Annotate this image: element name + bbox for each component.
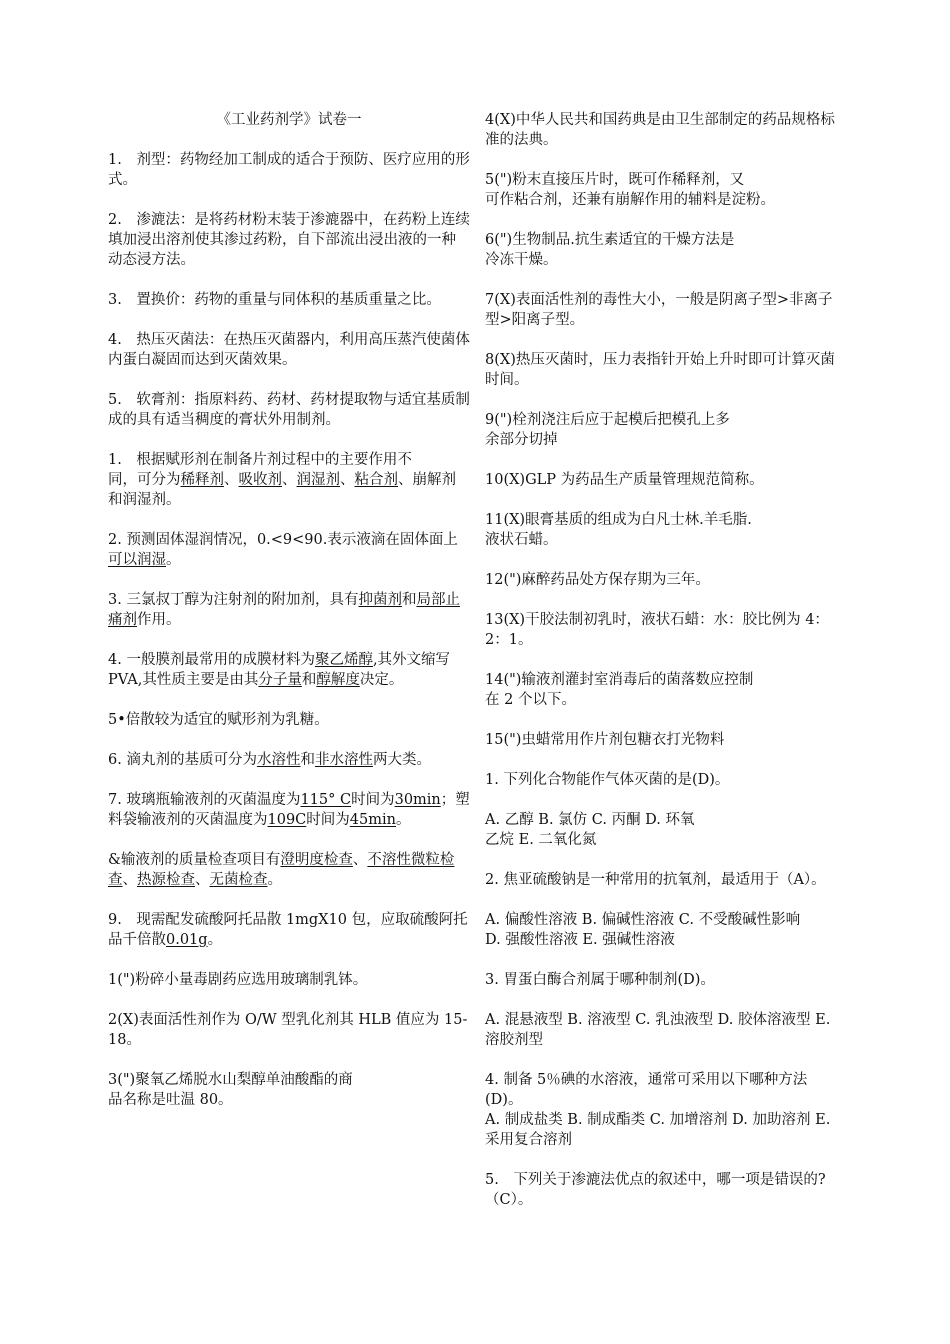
text: 、 <box>340 472 355 488</box>
text: 11(X)眼膏基质的组成为白凡士林.羊毛脂. <box>485 512 752 528</box>
fill-blank-2 <box>108 530 470 570</box>
text: 在 2 个以下。 <box>485 692 576 708</box>
true-false-9 <box>485 410 841 450</box>
answer: 局部止痛剂 <box>108 592 460 628</box>
text: A. 乙醇 B. 氯仿 C. 丙酮 D. 环氧 <box>485 812 695 828</box>
choice-question-2: 2. 焦亚硫酸钠是一种常用的抗氧剂，最适用于（A）。 <box>485 872 826 888</box>
answer: 分子量 <box>258 672 302 688</box>
true-false-13: 13(X)干胶法制初乳时，液状石蜡：水：胶比例为 4：2：1。 <box>485 612 829 648</box>
true-false-6 <box>485 230 841 270</box>
text: 4. 一般膜剂最常用的成膜材料为 <box>108 652 315 668</box>
choice-options-2 <box>485 910 841 950</box>
answer: 醇解度 <box>316 672 360 688</box>
text: 3(")聚氧乙烯脱水山梨醇单油酸酯的商 <box>108 1072 353 1088</box>
text: 7. 玻璃瓶输液剂的灭菌温度为 <box>108 792 301 808</box>
answer: 聚乙烯醇 <box>314 652 373 668</box>
text: 6(")生物制品.抗生素适宜的干燥方法是 <box>485 232 735 248</box>
text: ,其外文缩写 PVA,其性质主要是由其 <box>108 652 451 688</box>
text: 。 <box>267 872 282 888</box>
text: 液状石蜡。 <box>485 532 558 548</box>
text: 时间为 <box>351 792 395 808</box>
fill-blank-8 <box>108 850 470 890</box>
answer: 109C <box>267 812 307 828</box>
answer: 热源检查 <box>137 872 195 888</box>
text: 、 <box>282 472 297 488</box>
true-false-1: 1(")粉碎小量毒剧药应选用玻璃制乳钵。 <box>108 972 368 988</box>
fill-blank-1 <box>108 450 470 510</box>
fill-blank-5: 5•倍散较为适宜的赋形剂为乳糖。 <box>108 712 329 728</box>
text: 同，可分为 <box>108 472 181 488</box>
true-false-14 <box>485 670 841 710</box>
true-false-5 <box>485 170 841 210</box>
text: 冷冻干燥。 <box>485 252 558 268</box>
text: 5(")粉末直接压片时，既可作稀释剂，又 <box>485 172 745 188</box>
definition-1: 1. 剂型：药物经加工制成的适合于预防、医疗应用的形式。 <box>108 152 470 188</box>
choice-options-3: A. 混悬液型 B. 溶液型 C. 乳浊液型 D. 胶体溶液型 E. 溶胶剂型 <box>485 1012 831 1048</box>
choice-question-4: 4. 制备 5％碘的水溶液，通常可采用以下哪种方法(D)。 <box>485 1072 808 1108</box>
text: 、崩解剂和润湿剂。 <box>108 472 456 508</box>
true-false-8: 8(X)热压灭菌时，压力表指针开始上升时即可计算灭菌时间。 <box>485 352 835 388</box>
exam-title: 《工业药剂学》试卷一 <box>216 112 362 128</box>
right-column <box>485 110 841 1230</box>
true-false-3 <box>108 1070 470 1110</box>
text: 和 <box>301 672 317 688</box>
answer: 抑菌剂 <box>358 592 402 608</box>
choice-question-1: 1. 下列化合物能作气体灭菌的是(D)。 <box>485 772 730 788</box>
text: 。 <box>166 552 181 568</box>
text: 。 <box>207 932 223 948</box>
text: 1. 根据赋形剂在制备片剂过程中的主要作用不 <box>108 452 412 468</box>
fill-blank-7 <box>108 790 470 830</box>
answer: 澄明度检查 <box>280 852 353 868</box>
text: 作用。 <box>137 612 181 628</box>
fill-blank-6 <box>108 750 470 770</box>
true-false-10: 10(X)GLP 为药品生产质量管理规范简称。 <box>485 472 764 488</box>
text: 、 <box>224 472 239 488</box>
answer: 稀释剂 <box>180 472 224 488</box>
choice-options-1 <box>485 810 841 850</box>
definition-2: 2. 渗漉法：是将药材粉末装于渗漉器中，在药粉上连续填加浸出溶剂使其渗过药粉，自下部流出浸出液的一种动态浸方法。 <box>108 212 470 268</box>
answer: 无菌检查 <box>209 872 268 888</box>
choice-options-4: A. 制成盐类 B. 制成酯类 C. 加增溶剂 D. 加助溶剂 E. 采用复合溶剂 <box>485 1112 831 1148</box>
text: 、 <box>352 852 368 868</box>
definition-5: 5. 软膏剂：指原料药、药材、药材提取物与适宜基质制成的具有适当稠度的膏状外用制剂。 <box>108 392 470 428</box>
true-false-4: 4(X)中华人民共和国药典是由卫生部制定的药品规格标准的法典。 <box>485 112 835 148</box>
text: 决定。 <box>359 672 404 688</box>
answer: 不溶性微粒检查 <box>108 852 455 888</box>
answer: 115° C <box>300 792 352 808</box>
text: 。 <box>395 812 411 828</box>
text: D. 强酸性溶液 E. 强碱性溶液 <box>485 932 675 948</box>
answer: 水溶性 <box>256 752 301 768</box>
choice-question-3: 3. 胃蛋白酶合剂属于哪种制剂(D)。 <box>485 972 715 988</box>
answer: 吸收剂 <box>238 472 282 488</box>
true-false-7: 7(X)表面活性剂的毒性大小，一般是阴离子型>非离子型>阳离子型。 <box>485 292 833 328</box>
answer: 粘合剂 <box>354 472 398 488</box>
choice-question-5: 5. 下列关于渗漉法优点的叙述中，哪一项是错误的?（C）。 <box>485 1172 826 1208</box>
answer: 可以润湿 <box>108 552 166 568</box>
definition-4: 4. 热压灭菌法：在热压灭菌器内，利用高压蒸汽使菌体内蛋白凝固而达到灭菌效果。 <box>108 332 470 368</box>
left-column <box>108 110 470 1130</box>
text: 和 <box>300 752 315 768</box>
text: 两大类。 <box>372 752 431 768</box>
text: &输液剂的质量检查项目有 <box>108 852 281 868</box>
text: 2. 预测固体湿润情况，0.<9<90.表示液滴在固体面上 <box>108 532 458 548</box>
text: 余部分切掉 <box>485 432 558 448</box>
fill-blank-3 <box>108 590 470 630</box>
text: 9(")栓剂浇注后应于起模后把模孔上多 <box>485 412 730 428</box>
text: A. 偏酸性溶液 B. 偏碱性溶液 C. 不受酸碱性影响 <box>485 912 801 928</box>
text: 、 <box>195 872 210 888</box>
text: 可作粘合剂，还兼有崩解作用的辅料是淀粉。 <box>485 192 775 208</box>
fill-blank-4 <box>108 650 470 690</box>
text: 6. 滴丸剂的基质可分为 <box>108 752 257 768</box>
text: 乙烷 E. 二氧化氮 <box>485 832 597 848</box>
true-false-12: 12(")麻醉药品处方保存期为三年。 <box>485 572 710 588</box>
true-false-11 <box>485 510 841 550</box>
text: 品名称是吐温 80。 <box>108 1092 233 1108</box>
true-false-2: 2(X)表面活性剂作为 O/W 型乳化剂其 HLB 值应为 15-18。 <box>108 1012 468 1048</box>
answer: 润湿剂 <box>296 472 340 488</box>
text: 9. 现需配发硫酸阿托品散 1mgX10 包，应取硫酸阿托品千倍散 <box>108 912 468 948</box>
text: 和 <box>401 592 417 608</box>
fill-blank-9 <box>108 910 470 950</box>
text: 时间为 <box>306 812 350 828</box>
text: 、 <box>122 872 137 888</box>
answer: 30min <box>394 792 441 808</box>
text: 14(")输液剂灌封室消毒后的菌落数应控制 <box>485 672 754 688</box>
text: ；塑料袋输液剂的灭菌温度为 <box>108 792 470 828</box>
text: 3. 三氯叔丁醇为注射剂的附加剂，具有 <box>108 592 359 608</box>
answer: 45min <box>349 812 396 828</box>
answer: 0.01g <box>166 932 208 948</box>
answer: 非水溶性 <box>314 752 373 768</box>
definition-3: 3. 置换价：药物的重量与同体积的基质重量之比。 <box>108 292 441 308</box>
true-false-15: 15(")虫蜡常用作片剂包糖衣打光物料 <box>485 732 725 748</box>
